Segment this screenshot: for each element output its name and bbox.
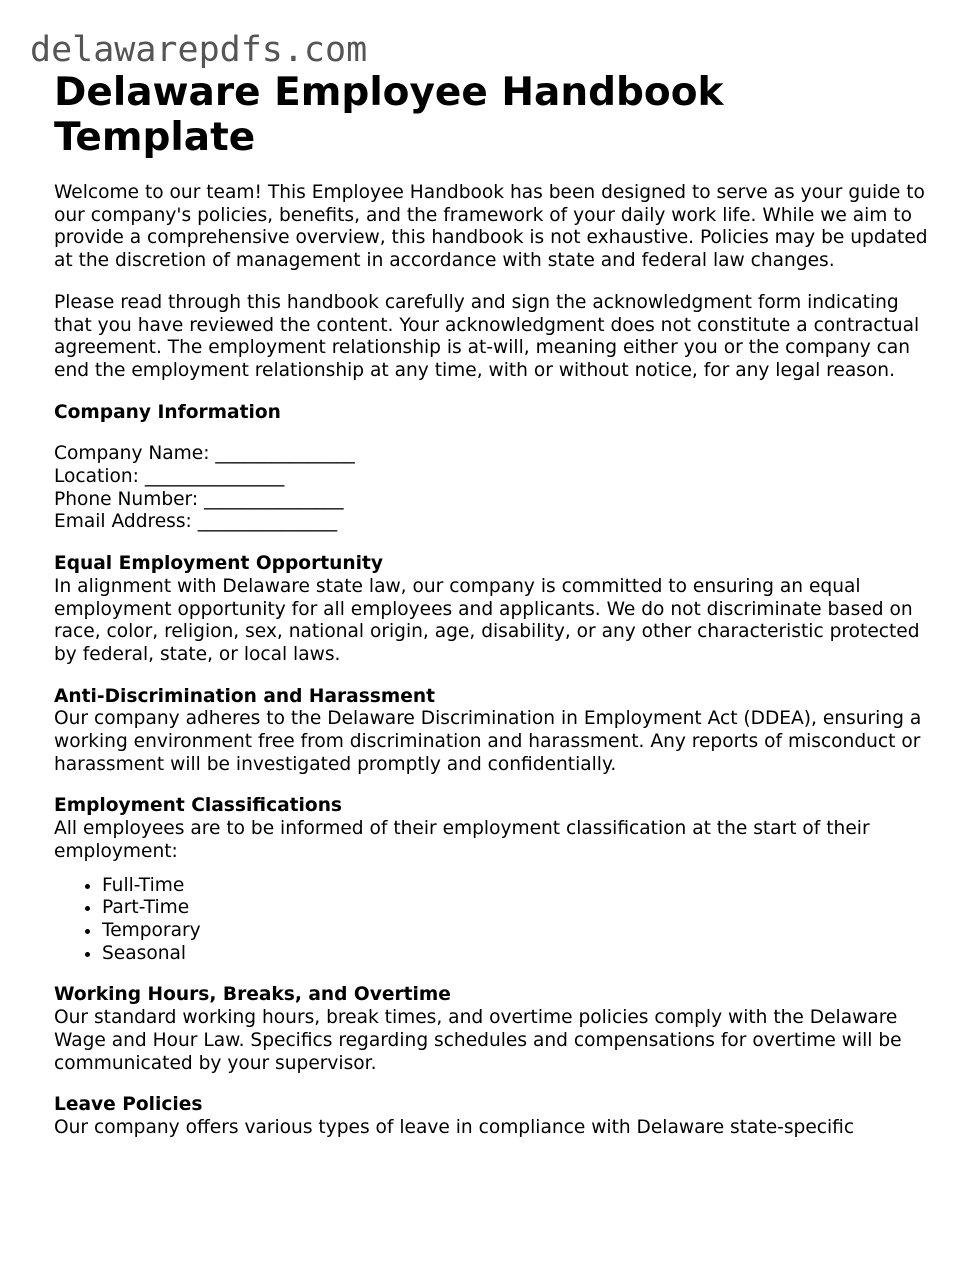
leave-heading: Leave Policies <box>54 1094 203 1116</box>
company-information-block <box>54 402 934 425</box>
eeo-body: In alignment with Delaware state law, our company is committed to ensuring an equal employment opportunity for all employees and applicants. We do not discriminate based on race, color, religion, sex, national origin, age, disability, or any other characteristic protected by federal, state, or local laws. <box>54 575 920 665</box>
classifications-heading: Employment Classifications <box>54 795 343 817</box>
email-address-field: Email Address: _______________ <box>54 511 338 533</box>
intro-paragraph: Welcome to our team! This Employee Handbook has been designed to serve as your guide to our company's policies, benefits, and the framework of your daily work life. While we aim to provide a comprehensive overview, this handbook is not exhaustive. Policies may be updated at the discretion of management in accordance with state and federal law changes. <box>54 182 928 272</box>
list-item: • Full-Time <box>102 875 934 898</box>
anti-discrimination-body: Our company adheres to the Delaware Discrimination in Employment Act (DDEA), ensuring a working environment free from discrimination and harassment. Any reports of misconduct or harassment will be investigated promptly and confidentially. <box>54 708 922 775</box>
working-hours-heading: Working Hours, Breaks, and Overtime <box>54 984 451 1006</box>
anti-discrimination-section <box>54 686 934 777</box>
leave-section <box>54 1094 934 1139</box>
classifications-list <box>54 875 934 966</box>
classifications-body: All employees are to be informed of their employment classification at the start of their employment: <box>54 818 870 862</box>
document-title: Delaware Employee Handbook Template <box>54 70 724 160</box>
working-hours-body: Our standard working hours, break times, and overtime policies comply with the Delaware Wage and Hour Law. Specifics regarding schedules and compensations for overtime will be communicated by your supervisor. <box>54 1007 902 1074</box>
acknowledgment-paragraph: Please read through this handbook carefully and sign the acknowledgment form indicating that you have reviewed the content. Your acknowledgment does not constitute a contractual agreement. The employment relationship is at-will, meaning either you or the company can end the employment relationship at any time, with or without notice, for any legal reason. <box>54 291 920 381</box>
anti-discrimination-heading: Anti-Discrimination and Harassment <box>54 685 435 707</box>
classifications-section <box>54 795 934 863</box>
site-watermark: delawarepdfs.com <box>30 30 368 70</box>
company-information-heading: Company Information <box>54 401 281 423</box>
eeo-heading: Equal Employment Opportunity <box>54 553 383 575</box>
leave-body: Our company offers various types of leave in compliance with Delaware state-specific <box>54 1116 855 1138</box>
list-item: • Seasonal <box>102 943 934 966</box>
list-item: • Part-Time <box>102 897 934 920</box>
company-name-field: Company Name: _______________ <box>54 443 355 465</box>
list-item: • Temporary <box>102 920 934 943</box>
eeo-section <box>54 553 934 667</box>
working-hours-section <box>54 984 934 1075</box>
location-field: Location: _______________ <box>54 466 285 488</box>
company-fields <box>54 443 934 534</box>
document-page <box>54 70 934 1159</box>
phone-number-field: Phone Number: _______________ <box>54 488 344 510</box>
